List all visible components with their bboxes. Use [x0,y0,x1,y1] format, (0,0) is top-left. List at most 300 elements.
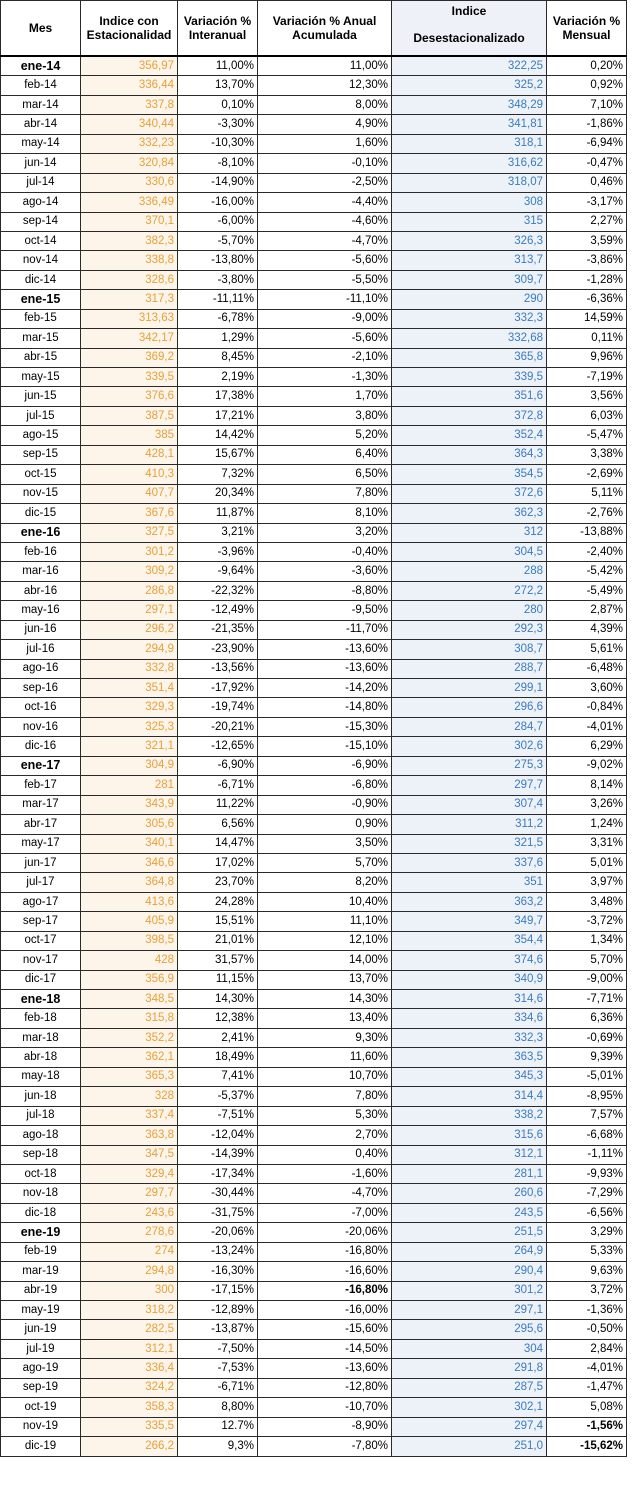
cell-indice-desestacionalizado: 251,5 [392,1223,547,1242]
cell-indice-con-estacionalidad: 294,8 [81,1262,178,1281]
cell-variacion-interanual: -6,71% [178,1378,258,1397]
cell-indice-con-estacionalidad: 336,49 [81,193,178,212]
cell-indice-desestacionalizado: 297,1 [392,1301,547,1320]
cell-variacion-mensual: -7,19% [547,368,627,387]
cell-indice-desestacionalizado: 349,7 [392,912,547,931]
cell-variacion-mensual: -1,11% [547,1145,627,1164]
cell-mes: jul-14 [1,173,81,192]
cell-indice-con-estacionalidad: 365,3 [81,1067,178,1086]
cell-mes: dic-17 [1,970,81,989]
cell-variacion-mensual: -1,47% [547,1378,627,1397]
cell-variacion-mensual: -4,01% [547,1359,627,1378]
cell-indice-desestacionalizado: 290 [392,290,547,309]
cell-mes: abr-14 [1,115,81,134]
table-row [1,1164,627,1183]
cell-variacion-anual-acumulada: 8,10% [258,504,392,523]
table-row [1,1417,627,1436]
cell-indice-con-estacionalidad: 356,9 [81,970,178,989]
cell-variacion-anual-acumulada: -16,80% [258,1242,392,1261]
cell-variacion-interanual: 14,47% [178,834,258,853]
cell-variacion-anual-acumulada: 8,00% [258,95,392,114]
cell-variacion-interanual: 18,49% [178,1048,258,1067]
cell-indice-desestacionalizado: 322,25 [392,56,547,76]
cell-mes: ago-17 [1,892,81,911]
cell-indice-desestacionalizado: 351 [392,873,547,892]
cell-indice-con-estacionalidad: 309,2 [81,562,178,581]
cell-variacion-interanual: -23,90% [178,640,258,659]
cell-variacion-mensual: 2,27% [547,212,627,231]
cell-indice-con-estacionalidad: 327,5 [81,523,178,542]
cell-variacion-anual-acumulada: -8,80% [258,581,392,600]
cell-variacion-anual-acumulada: 13,40% [258,1009,392,1028]
cell-variacion-anual-acumulada: 0,40% [258,1145,392,1164]
table-row [1,1106,627,1125]
cell-indice-desestacionalizado: 260,6 [392,1184,547,1203]
cell-variacion-mensual: -6,48% [547,659,627,678]
table-row [1,1184,627,1203]
cell-variacion-mensual: 5,61% [547,640,627,659]
cell-indice-desestacionalizado: 311,2 [392,815,547,834]
cell-variacion-anual-acumulada: -13,60% [258,640,392,659]
cell-variacion-mensual: 0,46% [547,173,627,192]
cell-variacion-mensual: 3,60% [547,679,627,698]
cell-variacion-mensual: 0,11% [547,329,627,348]
table-row [1,892,627,911]
cell-variacion-interanual: -13,80% [178,251,258,270]
cell-indice-desestacionalizado: 338,2 [392,1106,547,1125]
cell-variacion-anual-acumulada: -1,60% [258,1164,392,1183]
cell-variacion-anual-acumulada: 2,70% [258,1126,392,1145]
cell-variacion-interanual: 15,51% [178,912,258,931]
cell-mes: mar-15 [1,329,81,348]
cell-indice-con-estacionalidad: 343,9 [81,795,178,814]
cell-mes: nov-17 [1,951,81,970]
cell-indice-desestacionalizado: 339,5 [392,368,547,387]
cell-indice-desestacionalizado: 313,7 [392,251,547,270]
cell-variacion-mensual: -7,71% [547,990,627,1009]
cell-mes: may-17 [1,834,81,853]
cell-variacion-mensual: 5,70% [547,951,627,970]
cell-variacion-interanual: 24,28% [178,892,258,911]
cell-variacion-interanual: 7,41% [178,1067,258,1086]
cell-variacion-interanual: -12,65% [178,737,258,756]
cell-indice-desestacionalizado: 332,3 [392,309,547,328]
table-row [1,56,627,76]
cell-variacion-interanual: -6,78% [178,309,258,328]
table-row [1,76,627,95]
cell-indice-desestacionalizado: 326,3 [392,231,547,250]
cell-variacion-anual-acumulada: -12,80% [258,1378,392,1397]
cell-variacion-interanual: -17,15% [178,1281,258,1300]
cell-variacion-interanual: 17,21% [178,406,258,425]
cell-variacion-mensual: 3,56% [547,387,627,406]
cell-variacion-interanual: -5,37% [178,1087,258,1106]
cell-variacion-mensual: -3,17% [547,193,627,212]
table-row [1,484,627,503]
cell-indice-desestacionalizado: 334,6 [392,1009,547,1028]
table-row [1,951,627,970]
cell-mes: ago-18 [1,1126,81,1145]
cell-indice-desestacionalizado: 280 [392,601,547,620]
cell-indice-desestacionalizado: 288 [392,562,547,581]
cell-variacion-anual-acumulada: 5,20% [258,426,392,445]
cell-variacion-interanual: 6,56% [178,815,258,834]
cell-variacion-anual-acumulada: -16,00% [258,1301,392,1320]
header-variacion-mensual: Variación % Mensual [547,1,627,57]
table-row [1,640,627,659]
cell-mes: oct-16 [1,698,81,717]
cell-indice-desestacionalizado: 365,8 [392,348,547,367]
cell-indice-con-estacionalidad: 313,63 [81,309,178,328]
cell-variacion-interanual: 11,87% [178,504,258,523]
cell-indice-con-estacionalidad: 294,9 [81,640,178,659]
table-row [1,815,627,834]
table-row [1,115,627,134]
cell-indice-desestacionalizado: 281,1 [392,1164,547,1183]
cell-variacion-anual-acumulada: 14,30% [258,990,392,1009]
cell-variacion-interanual: 17,02% [178,853,258,872]
cell-indice-con-estacionalidad: 363,8 [81,1126,178,1145]
cell-mes: jul-17 [1,873,81,892]
cell-variacion-interanual: 12.7% [178,1417,258,1436]
cell-indice-con-estacionalidad: 243,6 [81,1203,178,1222]
table-row [1,1398,627,1417]
cell-variacion-anual-acumulada: -9,00% [258,309,392,328]
cell-indice-desestacionalizado: 296,6 [392,698,547,717]
cell-variacion-anual-acumulada: -10,70% [258,1398,392,1417]
cell-mes: nov-15 [1,484,81,503]
cell-variacion-interanual: -10,30% [178,134,258,153]
cell-variacion-mensual: 3,59% [547,231,627,250]
cell-variacion-anual-acumulada: 3,80% [258,406,392,425]
cell-indice-con-estacionalidad: 358,3 [81,1398,178,1417]
cell-indice-desestacionalizado: 321,5 [392,834,547,853]
cell-mes: ene-16 [1,523,81,542]
cell-variacion-anual-acumulada: -14,80% [258,698,392,717]
cell-variacion-interanual: -13,56% [178,659,258,678]
cell-variacion-interanual: -30,44% [178,1184,258,1203]
cell-indice-desestacionalizado: 251,0 [392,1437,547,1456]
cell-indice-con-estacionalidad: 300 [81,1281,178,1300]
cell-variacion-mensual: 3,48% [547,892,627,911]
cell-variacion-mensual: -3,86% [547,251,627,270]
cell-variacion-mensual: 5,11% [547,484,627,503]
cell-mes: may-15 [1,368,81,387]
table-row [1,95,627,114]
cell-variacion-mensual: 0,20% [547,56,627,76]
table-row [1,309,627,328]
table-row [1,212,627,231]
cell-variacion-mensual: -9,93% [547,1164,627,1183]
table-row [1,659,627,678]
cell-variacion-interanual: -31,75% [178,1203,258,1222]
cell-indice-desestacionalizado: 297,4 [392,1417,547,1436]
cell-variacion-mensual: 14,59% [547,309,627,328]
cell-variacion-anual-acumulada: -15,60% [258,1320,392,1339]
cell-indice-desestacionalizado: 318,1 [392,134,547,153]
cell-indice-con-estacionalidad: 398,5 [81,931,178,950]
cell-variacion-anual-acumulada: -5,60% [258,251,392,270]
cell-variacion-mensual: 5,08% [547,1398,627,1417]
cell-variacion-anual-acumulada: -14,50% [258,1339,392,1358]
cell-mes: feb-19 [1,1242,81,1261]
cell-mes: ago-14 [1,193,81,212]
cell-mes: ago-19 [1,1359,81,1378]
cell-indice-desestacionalizado: 295,6 [392,1320,547,1339]
cell-variacion-anual-acumulada: 11,00% [258,56,392,76]
cell-variacion-anual-acumulada: -5,60% [258,329,392,348]
cell-variacion-interanual: -6,71% [178,776,258,795]
cell-variacion-mensual: 0,92% [547,76,627,95]
cell-indice-con-estacionalidad: 340,1 [81,834,178,853]
cell-indice-desestacionalizado: 325,2 [392,76,547,95]
cell-mes: jul-18 [1,1106,81,1125]
cell-mes: nov-16 [1,717,81,736]
cell-variacion-mensual: -0,69% [547,1028,627,1047]
cell-indice-con-estacionalidad: 297,1 [81,601,178,620]
cell-indice-con-estacionalidad: 328 [81,1087,178,1106]
cell-variacion-interanual: -20,06% [178,1223,258,1242]
cell-variacion-anual-acumulada: -4,40% [258,193,392,212]
cell-variacion-anual-acumulada: 14,00% [258,951,392,970]
cell-variacion-anual-acumulada: -5,50% [258,270,392,289]
cell-indice-desestacionalizado: 304 [392,1339,547,1358]
cell-indice-con-estacionalidad: 338,8 [81,251,178,270]
cell-indice-con-estacionalidad: 321,1 [81,737,178,756]
cell-mes: may-18 [1,1067,81,1086]
cell-indice-con-estacionalidad: 370,1 [81,212,178,231]
cell-variacion-interanual: -14,39% [178,1145,258,1164]
table-row [1,1320,627,1339]
cell-variacion-interanual: -12,49% [178,601,258,620]
cell-variacion-mensual: -6,56% [547,1203,627,1222]
cell-mes: jun-19 [1,1320,81,1339]
cell-variacion-interanual: 20,34% [178,484,258,503]
table-row [1,1359,627,1378]
cell-variacion-anual-acumulada: 6,40% [258,445,392,464]
cell-indice-con-estacionalidad: 266,2 [81,1437,178,1456]
cell-indice-con-estacionalidad: 340,44 [81,115,178,134]
cell-indice-con-estacionalidad: 382,3 [81,231,178,250]
cell-variacion-interanual: 14,42% [178,426,258,445]
cell-variacion-mensual: 2,87% [547,601,627,620]
cell-variacion-mensual: 6,29% [547,737,627,756]
cell-variacion-mensual: 9,63% [547,1262,627,1281]
cell-mes: mar-19 [1,1262,81,1281]
cell-indice-con-estacionalidad: 364,8 [81,873,178,892]
cell-indice-con-estacionalidad: 304,9 [81,756,178,775]
cell-variacion-anual-acumulada: 3,50% [258,834,392,853]
cell-indice-con-estacionalidad: 336,4 [81,1359,178,1378]
cell-variacion-anual-acumulada: -2,50% [258,173,392,192]
cell-indice-desestacionalizado: 354,5 [392,465,547,484]
cell-variacion-interanual: 7,32% [178,465,258,484]
cell-mes: jul-19 [1,1339,81,1358]
cell-variacion-mensual: -1,36% [547,1301,627,1320]
table-row [1,1028,627,1047]
table-row [1,1437,627,1456]
table-row [1,601,627,620]
cell-variacion-mensual: -7,29% [547,1184,627,1203]
table-row [1,387,627,406]
cell-mes: jun-14 [1,154,81,173]
cell-variacion-mensual: 1,34% [547,931,627,950]
table-row [1,368,627,387]
cell-indice-con-estacionalidad: 325,3 [81,717,178,736]
cell-variacion-anual-acumulada: -1,30% [258,368,392,387]
table-row [1,1339,627,1358]
cell-indice-desestacionalizado: 363,5 [392,1048,547,1067]
cell-mes: dic-15 [1,504,81,523]
cell-variacion-anual-acumulada: -4,70% [258,231,392,250]
cell-variacion-anual-acumulada: -14,20% [258,679,392,698]
cell-variacion-interanual: -9,64% [178,562,258,581]
table-row [1,154,627,173]
cell-indice-con-estacionalidad: 336,44 [81,76,178,95]
cell-indice-desestacionalizado: 315 [392,212,547,231]
cell-variacion-mensual: 7,10% [547,95,627,114]
cell-indice-con-estacionalidad: 332,23 [81,134,178,153]
cell-variacion-anual-acumulada: 4,90% [258,115,392,134]
cell-indice-con-estacionalidad: 352,2 [81,1028,178,1047]
cell-variacion-interanual: 2,41% [178,1028,258,1047]
cell-indice-desestacionalizado: 314,4 [392,1087,547,1106]
cell-variacion-anual-acumulada: 1,70% [258,387,392,406]
cell-indice-con-estacionalidad: 348,5 [81,990,178,1009]
cell-indice-con-estacionalidad: 385 [81,426,178,445]
cell-indice-desestacionalizado: 301,2 [392,1281,547,1300]
cell-variacion-anual-acumulada: 7,80% [258,484,392,503]
cell-indice-con-estacionalidad: 305,6 [81,815,178,834]
cell-mes: oct-15 [1,465,81,484]
cell-indice-desestacionalizado: 341,81 [392,115,547,134]
cell-mes: sep-16 [1,679,81,698]
table-row [1,931,627,950]
cell-variacion-interanual: -12,04% [178,1126,258,1145]
cell-variacion-anual-acumulada: -15,10% [258,737,392,756]
cell-indice-desestacionalizado: 315,6 [392,1126,547,1145]
cell-mes: ago-16 [1,659,81,678]
cell-variacion-anual-acumulada: 13,70% [258,970,392,989]
cell-indice-con-estacionalidad: 330,6 [81,173,178,192]
table-row [1,912,627,931]
cell-variacion-mensual: 9,39% [547,1048,627,1067]
cell-variacion-interanual: 21,01% [178,931,258,950]
cell-variacion-interanual: 14,30% [178,990,258,1009]
cell-variacion-anual-acumulada: -11,70% [258,620,392,639]
cell-variacion-anual-acumulada: -7,80% [258,1437,392,1456]
cell-mes: may-14 [1,134,81,153]
cell-variacion-anual-acumulada: 5,30% [258,1106,392,1125]
cell-variacion-mensual: -2,76% [547,504,627,523]
cell-variacion-mensual: 5,33% [547,1242,627,1261]
cell-variacion-mensual: -15,62% [547,1437,627,1456]
cell-variacion-interanual: -8,10% [178,154,258,173]
cell-variacion-mensual: -2,69% [547,465,627,484]
cell-indice-con-estacionalidad: 324,2 [81,1378,178,1397]
cell-variacion-anual-acumulada: -6,90% [258,756,392,775]
cell-variacion-mensual: 2,84% [547,1339,627,1358]
cell-variacion-anual-acumulada: 10,40% [258,892,392,911]
cell-variacion-mensual: 3,72% [547,1281,627,1300]
cell-variacion-anual-acumulada: 3,20% [258,523,392,542]
cell-mes: dic-16 [1,737,81,756]
cell-variacion-anual-acumulada: -3,60% [258,562,392,581]
cell-indice-desestacionalizado: 374,6 [392,951,547,970]
table-row [1,406,627,425]
cell-indice-con-estacionalidad: 428 [81,951,178,970]
cell-indice-con-estacionalidad: 286,8 [81,581,178,600]
cell-indice-desestacionalizado: 314,6 [392,990,547,1009]
cell-indice-desestacionalizado: 275,3 [392,756,547,775]
cell-variacion-mensual: -5,01% [547,1067,627,1086]
cell-indice-desestacionalizado: 364,3 [392,445,547,464]
cell-variacion-interanual: -16,00% [178,193,258,212]
cell-mes: abr-18 [1,1048,81,1067]
cell-mes: oct-14 [1,231,81,250]
cell-mes: oct-19 [1,1398,81,1417]
cell-variacion-mensual: 3,29% [547,1223,627,1242]
cell-indice-desestacionalizado: 292,3 [392,620,547,639]
cell-variacion-anual-acumulada: -0,90% [258,795,392,814]
cell-indice-con-estacionalidad: 329,3 [81,698,178,717]
table-row [1,620,627,639]
table-row [1,698,627,717]
cell-variacion-anual-acumulada: -7,00% [258,1203,392,1222]
cell-indice-desestacionalizado: 345,3 [392,1067,547,1086]
cell-mes: jul-16 [1,640,81,659]
cell-mes: jun-18 [1,1087,81,1106]
cell-indice-desestacionalizado: 264,9 [392,1242,547,1261]
cell-indice-con-estacionalidad: 301,2 [81,542,178,561]
cell-mes: ene-19 [1,1223,81,1242]
cell-variacion-interanual: -6,00% [178,212,258,231]
table-row [1,1203,627,1222]
cell-variacion-mensual: -4,01% [547,717,627,736]
cell-variacion-interanual: -7,53% [178,1359,258,1378]
cell-mes: mar-14 [1,95,81,114]
cell-variacion-interanual: 12,38% [178,1009,258,1028]
cell-indice-con-estacionalidad: 410,3 [81,465,178,484]
cell-mes: may-19 [1,1301,81,1320]
cell-variacion-anual-acumulada: -0,10% [258,154,392,173]
cell-variacion-anual-acumulada: -4,70% [258,1184,392,1203]
cell-indice-con-estacionalidad: 342,17 [81,329,178,348]
table-row [1,329,627,348]
cell-indice-desestacionalizado: 316,62 [392,154,547,173]
cell-variacion-anual-acumulada: 9,30% [258,1028,392,1047]
cell-indice-con-estacionalidad: 337,4 [81,1106,178,1125]
cell-mes: dic-18 [1,1203,81,1222]
cell-indice-con-estacionalidad: 351,4 [81,679,178,698]
cell-indice-desestacionalizado: 309,7 [392,270,547,289]
header-indice: Indice [392,1,547,21]
cell-indice-desestacionalizado: 308 [392,193,547,212]
cell-mes: ene-17 [1,756,81,775]
table-row [1,173,627,192]
cell-mes: feb-17 [1,776,81,795]
cell-indice-desestacionalizado: 348,29 [392,95,547,114]
cell-indice-desestacionalizado: 332,3 [392,1028,547,1047]
cell-variacion-mensual: -0,84% [547,698,627,717]
cell-variacion-anual-acumulada: 5,70% [258,853,392,872]
table-row [1,251,627,270]
cell-indice-desestacionalizado: 297,7 [392,776,547,795]
cell-indice-con-estacionalidad: 328,6 [81,270,178,289]
cell-indice-desestacionalizado: 312,1 [392,1145,547,1164]
cell-indice-con-estacionalidad: 367,6 [81,504,178,523]
cell-variacion-mensual: -8,95% [547,1087,627,1106]
